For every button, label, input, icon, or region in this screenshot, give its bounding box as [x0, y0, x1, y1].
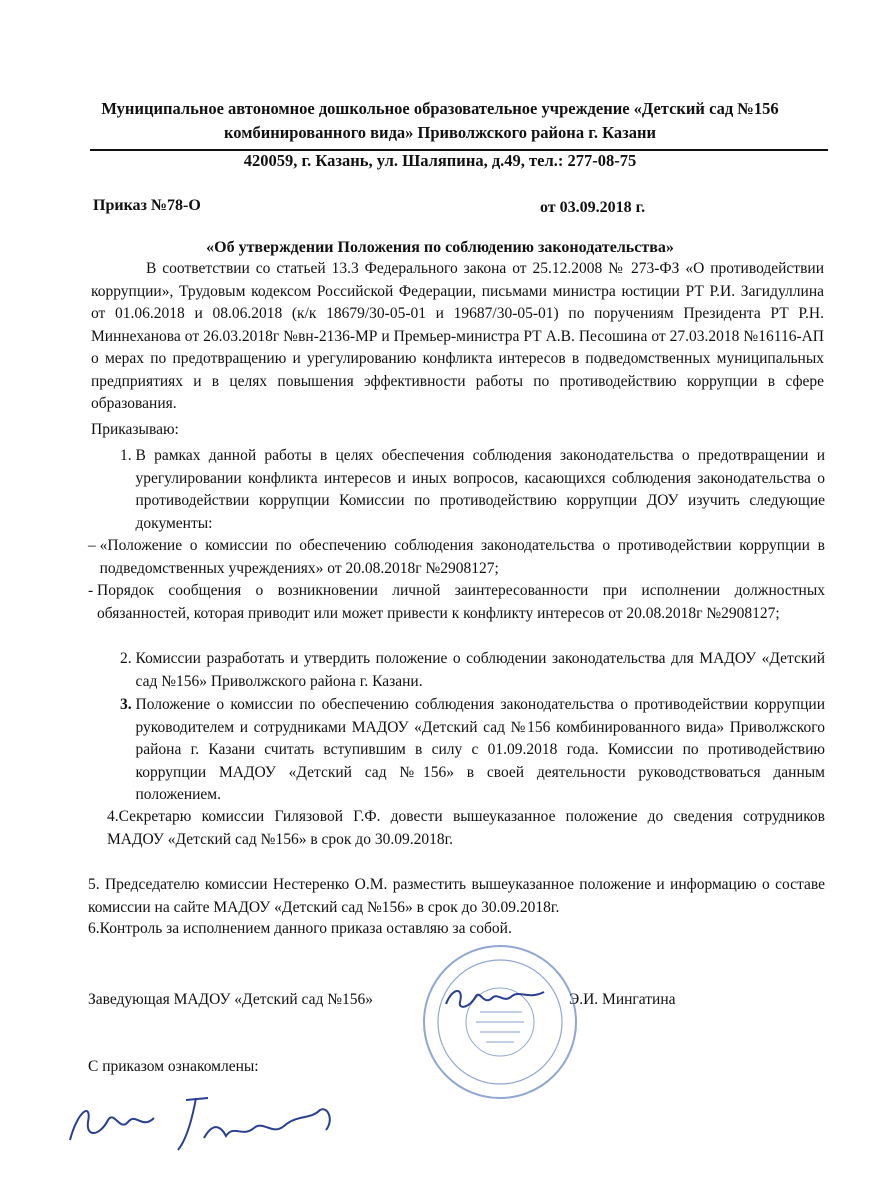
organization-name-line1: Муниципальное автономное дошкольное образовательное учреждение «Детский сад №156 — [101, 99, 779, 118]
organization-name-line2: комбинированного вида» Приволжского района г. Казани — [224, 123, 656, 142]
order-item-6: 6.Контроль за исполнением данного приказа оставляю за собой. — [88, 920, 512, 937]
acknowledgement-label: С приказом ознакомлены: — [88, 1058, 259, 1075]
item-number: 2. — [120, 650, 136, 667]
signer-name: Э.И. Мингатина — [569, 991, 676, 1008]
order-item-4: 4.Секретарю комиссии Гилязовой Г.Ф. довести вышеуказанное положение до сведения сотрудников МАДОУ «Детский сад №156» в срок до 30.09.2018г. — [107, 808, 825, 848]
order-date: от 03.09.2018 г. — [540, 199, 646, 216]
list-dash: – — [88, 537, 100, 554]
order-item-5: 5. Председателю комиссии Нестеренко О.М. разместить вышеуказанное положение и информацию о составе комиссии на сайте МАДОУ «Детский сад №156» в срок до 30.09.2018г. — [88, 876, 825, 916]
order-item-1 — [120, 445, 825, 535]
document-list-item-2 — [88, 580, 825, 625]
item-number: 3. — [120, 696, 136, 713]
acknowledgement-signatures-icon — [58, 1080, 348, 1160]
item-text: Порядок сообщения о возникновении личной заинтересованности при исполнении должностных обязанностей, которая приводит или может привести к конфликту интересов от 20.08.2018г №2908127; — [97, 582, 825, 622]
item-text: В рамках данной работы в целях обеспечения соблюдения законодательства о предотвращении и урегулировании конфликта интересов и иных вопросов, касающихся соблюдения законодательства о противодействии коррупции Комиссии по противодействию коррупции ДОУ изучить следующие документы: — [135, 447, 825, 532]
organization-header — [60, 97, 820, 145]
list-dash: - — [88, 582, 98, 599]
item-number: 1. — [120, 447, 136, 464]
official-stamp-icon — [420, 942, 580, 1102]
orders-word: Приказываю: — [91, 421, 179, 438]
order-item-2 — [120, 648, 825, 693]
item-text: Комиссии разработать и утвердить положение о соблюдении законодательства для МАДОУ «Детский сад №156» Приволжского района г. Казани. — [135, 650, 825, 690]
item-text: Положение о комиссии по обеспечению соблюдения законодательства о противодействии коррупции руководителем и сотрудниками МАДОУ «Детский сад №156 комбинированного вида» Приволжского района г. Казани считать вступившим в силу с 01.09.2018 года. Комиссии по противодействию коррупции МАДОУ «Детский сад №156» в своей деятельности руководствоваться данным положением. — [135, 696, 825, 803]
order-subject: «Об утверждении Положения по соблюдению законодательства» — [206, 239, 674, 256]
order-item-3 — [120, 694, 825, 807]
order-number: Приказ №78-О — [93, 197, 201, 214]
document-list-item-1 — [88, 535, 825, 580]
director-signature-icon — [440, 978, 550, 1018]
intro-paragraph: В соответствии со статьей 13.3 Федерального закона от 25.12.2008 № 273-ФЗ «О противодействии коррупции», Трудовым кодексом Российской Федерации, письмами министра юстиции РТ Р.И. Загидуллина от 01.06.2018 и 08.06.2018 (к/к 18679/30-05-01 и 19687/30-05-01) по поручениям Президента РТ Р.Н. Миннеханова от 26.03.2018г №вн-2136-МР и Премьер-министра РТ А.В. Песошина от 27.03.2018 №16116-АП о мерах по предотвращению и урегулированию конфликта интересов в подведомственных муниципальных предприятиях и в целях повышения эффективности работы по противодействию коррупции в сфере образования. — [91, 260, 824, 412]
item-text: «Положение о комиссии по обеспечению соблюдения законодательства о противодействии коррупции в подведомственных учреждениях» от 20.08.2018г №2908127; — [99, 537, 825, 577]
organization-address: 420059, г. Казань, ул. Шаляпина, д.49, тел.: 277-08-75 — [243, 151, 637, 170]
signer-title: Заведующая МАДОУ «Детский сад №156» — [88, 991, 374, 1008]
